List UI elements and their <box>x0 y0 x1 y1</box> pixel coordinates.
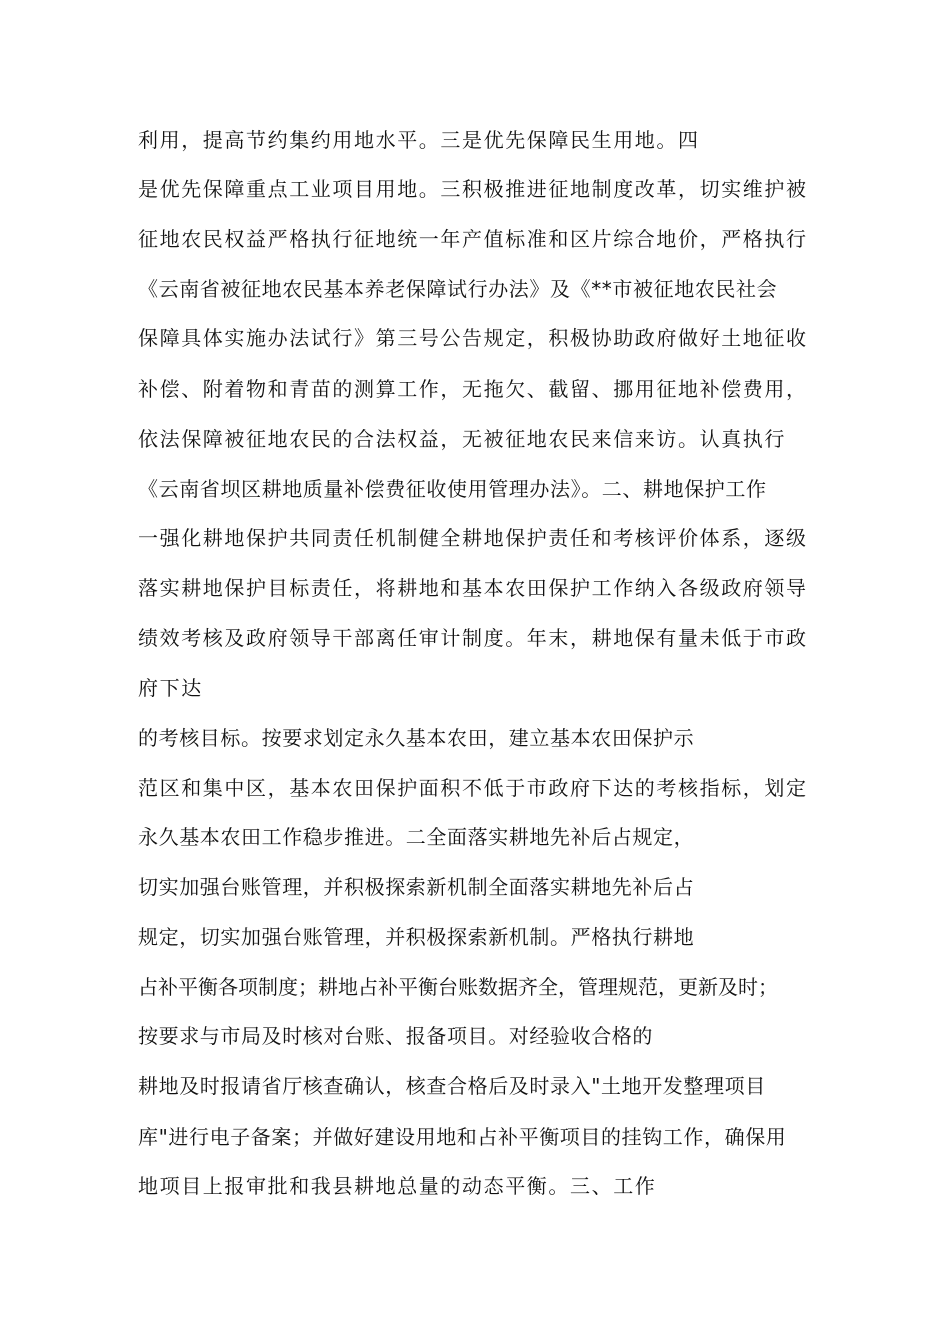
text-line: 范区和集中区，基本农田保护面积不低于市政府下达的考核指标，划定 <box>138 776 808 800</box>
text-line: 规定，切实加强台账管理，并积极探索新机制。严格执行耕地 <box>138 925 695 949</box>
text-line: 按要求与市局及时核对台账、报备项目。对经验收合格的 <box>138 1024 653 1048</box>
text-line: 切实加强台账管理，并积极探索新机制全面落实耕地先补后占 <box>138 875 695 899</box>
text-line: 占补平衡各项制度；耕地占补平衡台账数据齐全，管理规范，更新及时； <box>138 975 778 999</box>
text-line: 落实耕地保护目标责任，将耕地和基本农田保护工作纳入各级政府领导 <box>138 576 808 600</box>
text-line: 库"进行电子备案；并做好建设用地和占补平衡项目的挂钩工作，确保用 <box>138 1125 787 1149</box>
text-line: 地项目上报审批和我县耕地总量的动态平衡。三、工作 <box>138 1174 657 1198</box>
text-line: 耕地及时报请省厅核查确认，核查合格后及时录入"土地开发整理项目 <box>138 1074 766 1098</box>
text-line: 利用，提高节约集约用地水平。三是优先保障民生用地。四 <box>138 128 700 152</box>
text-line: 是优先保障重点工业项目用地。三积极推进征地制度改革，切实维护被 <box>138 177 808 201</box>
text-line: 府下达 <box>138 676 203 700</box>
text-line: 征地农民权益严格执行征地统一年产值标准和区片综合地价，严格执行 <box>138 227 808 251</box>
text-line: 补偿、附着物和青苗的测算工作，无拖欠、截留、挪用征地补偿费用， <box>138 377 808 401</box>
text-line: 一强化耕地保护共同责任机制健全耕地保护责任和考核评价体系，逐级 <box>138 526 808 550</box>
text-line: 保障具体实施办法试行》第三号公告规定，积极协助政府做好土地征收 <box>138 326 808 350</box>
text-line: 永久基本农田工作稳步推进。二全面落实耕地先补后占规定， <box>138 825 695 849</box>
text-line: 《云南省坝区耕地质量补偿费征收使用管理办法》。二、耕地保护工作 <box>138 477 767 501</box>
text-line: 绩效考核及政府领导干部离任审计制度。年末，耕地保有量未低于市政 <box>138 626 808 650</box>
text-line: 《云南省被征地农民基本养老保障试行办法》及《**市被征地农民社会 <box>138 277 778 301</box>
text-line: 的考核目标。按要求划定永久基本农田，建立基本农田保护示 <box>138 726 695 750</box>
text-line: 依法保障被征地农民的合法权益，无被征地农民来信来访。认真执行 <box>138 427 786 451</box>
